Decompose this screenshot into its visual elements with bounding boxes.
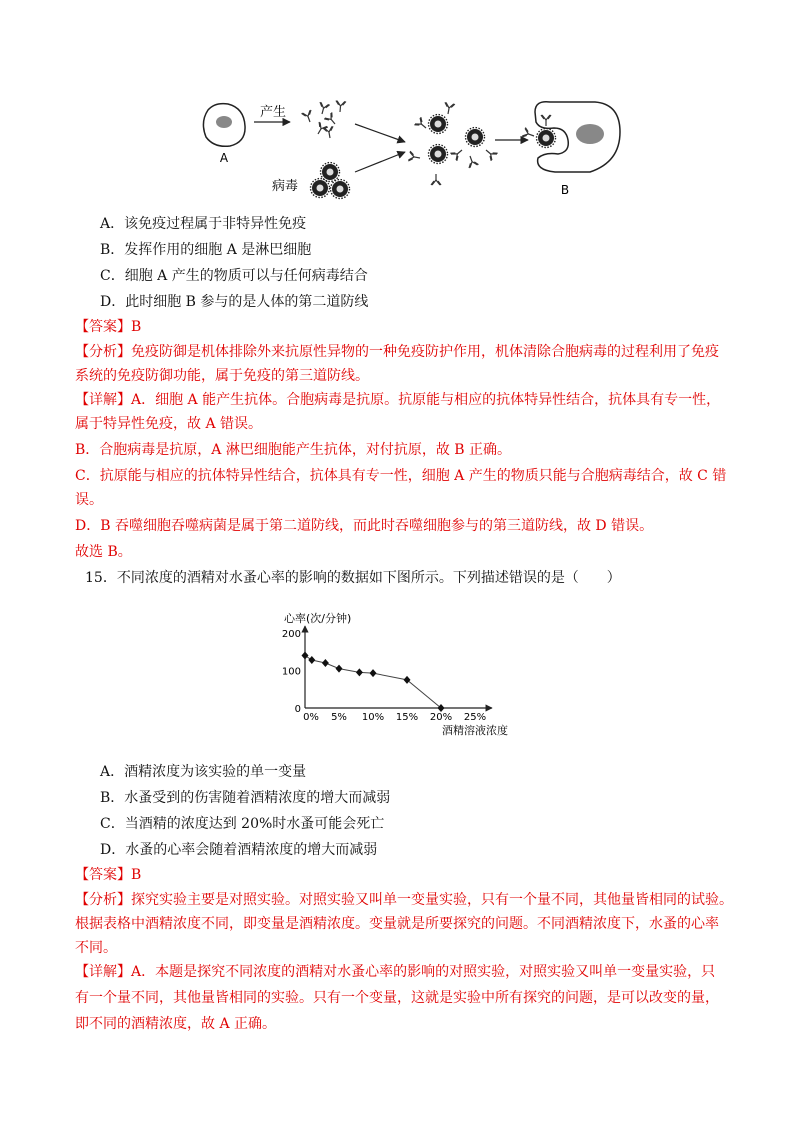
- q14-conclusion: 故选 B。: [75, 544, 132, 560]
- q15-analysis-line-3: 不同。: [75, 940, 117, 956]
- q15-detail-line-2: 有一个量不同，其他量皆相同的实验。只有一个变量，这就是实验中所有探究的问题，是可以改变的量，: [75, 990, 719, 1006]
- antibody-cluster: [302, 101, 346, 139]
- label-cell-b: B: [560, 183, 570, 197]
- q15-option-a: A．酒精浓度为该实验的单一变量: [100, 764, 307, 780]
- q14-detail-c1: C．抗原能与相应的抗体特异性结合，抗体具有专一性，细胞 A 产生的物质只能与合胞病毒结合，故 C 错: [75, 468, 727, 484]
- detail-tag: 【详解】: [75, 392, 131, 408]
- data-point: [438, 704, 445, 712]
- x-tick-label: 15%: [395, 712, 419, 723]
- q15-answer: [75, 865, 141, 885]
- q15-option-d: D．水蚤的心率会随着酒精浓度的增大而减弱: [100, 842, 378, 858]
- analysis-tag: 【分析】: [75, 892, 131, 908]
- answer-value: B: [131, 867, 142, 883]
- q15-analysis-line-2: 根据表格中酒精浓度不同，即变量是酒精浓度。变量就是所要探究的问题。不同酒精浓度下，水蚤的心率: [75, 916, 719, 932]
- x-tick-label: 5%: [331, 712, 347, 723]
- virus-group: [311, 163, 350, 199]
- y-tick-label: 0: [294, 704, 301, 715]
- produce-label: 产生: [260, 105, 287, 120]
- answer-tag: 【答案】: [75, 319, 131, 335]
- data-point: [370, 669, 377, 677]
- data-point: [302, 652, 309, 660]
- q14-detail-b: B．合胞病毒是抗原，A 淋巴细胞能产生抗体，对付抗原，故 B 正确。: [75, 442, 512, 458]
- q14-option-d: D．此时细胞 B 参与的是人体的第二道防线: [100, 294, 369, 310]
- x-tick-label: 25%: [463, 712, 487, 723]
- q15-detail-line-3: 即不同的酒精浓度，故 A 正确。: [75, 1016, 277, 1032]
- q14-detail-line-1: [75, 390, 720, 410]
- answer-tag: 【答案】: [75, 867, 131, 883]
- q14-option-c: C．细胞 A 产生的物质可以与任何病毒结合: [100, 268, 368, 284]
- q15-option-b: B．水蚤受到的伤害随着酒精浓度的增大而减弱: [100, 790, 391, 806]
- q14-analysis-line-2: 系统的免疫防御功能，属于免疫的第三道防线。: [75, 368, 369, 384]
- heart-rate-chart: [270, 608, 530, 738]
- data-point: [356, 668, 363, 676]
- detail-text: A．细胞 A 能产生抗体。合胞病毒是抗原。抗原能与相应的抗体特异性结合，抗体具有专一性，: [131, 392, 721, 408]
- detail-text: A．本题是探究不同浓度的酒精对水蚤心率的影响的对照实验，对照实验又叫单一变量实验，只: [131, 964, 716, 980]
- virus-label: 病毒: [272, 179, 299, 194]
- q15-analysis-line-1: [75, 890, 733, 910]
- analysis-text: 探究实验主要是对照实验。对照实验又叫单一变量实验，只有一个量不同，其他量皆相同的试验。: [131, 892, 733, 908]
- antigen-antibody-complex: [408, 102, 497, 185]
- data-point: [308, 656, 315, 664]
- q14-option-a: A．该免疫过程属于非特异性免疫: [100, 216, 307, 232]
- q14-option-b: B．发挥作用的细胞 A 是淋巴细胞: [100, 242, 312, 258]
- immune-process-diagram: [190, 92, 630, 202]
- arrow-antibodies: [355, 124, 405, 142]
- data-point: [336, 665, 343, 673]
- y-tick-label: 100: [281, 666, 301, 678]
- y-axis-label: 心率(次/分钟): [284, 612, 352, 625]
- cell-a: [203, 104, 245, 147]
- q14-analysis-line-1: [75, 342, 719, 362]
- cell-b: [522, 102, 620, 172]
- q14-detail-c2: 误。: [75, 492, 103, 508]
- q15-detail-line-1: [75, 962, 715, 982]
- detail-tag: 【详解】: [75, 964, 131, 980]
- x-tick-label: 20%: [429, 712, 453, 723]
- x-tick-label: 0%: [303, 712, 319, 723]
- analysis-text: 免疫防御是机体排除外来抗原性异物的一种免疫防护作用，机体清除合胞病毒的过程利用了免疫: [131, 344, 719, 360]
- q14-detail-line-2: 属于特异性免疫，故 A 错误。: [75, 416, 263, 432]
- data-point: [404, 676, 411, 684]
- arrow-viruses: [355, 152, 405, 172]
- analysis-tag: 【分析】: [75, 344, 131, 360]
- x-axis-label: 酒精溶液浓度: [442, 724, 508, 737]
- q15-option-c: C．当酒精的浓度达到 20%时水蚤可能会死亡: [100, 816, 385, 832]
- answer-value: B: [131, 319, 142, 335]
- x-tick-label: 10%: [361, 712, 385, 723]
- label-cell-a: A: [219, 151, 229, 165]
- q14-answer: [75, 317, 141, 337]
- data-point: [322, 659, 329, 667]
- q14-detail-d: D．B 吞噬细胞吞噬病菌是属于第二道防线，而此时吞噬细胞参与的第三道防线，故 D 错误。: [75, 518, 654, 534]
- q15-stem: 15．不同浓度的酒精对水蚤心率的影响的数据如下图所示。下列描述错误的是（ ）: [85, 570, 621, 586]
- y-tick-label: 200: [281, 629, 301, 640]
